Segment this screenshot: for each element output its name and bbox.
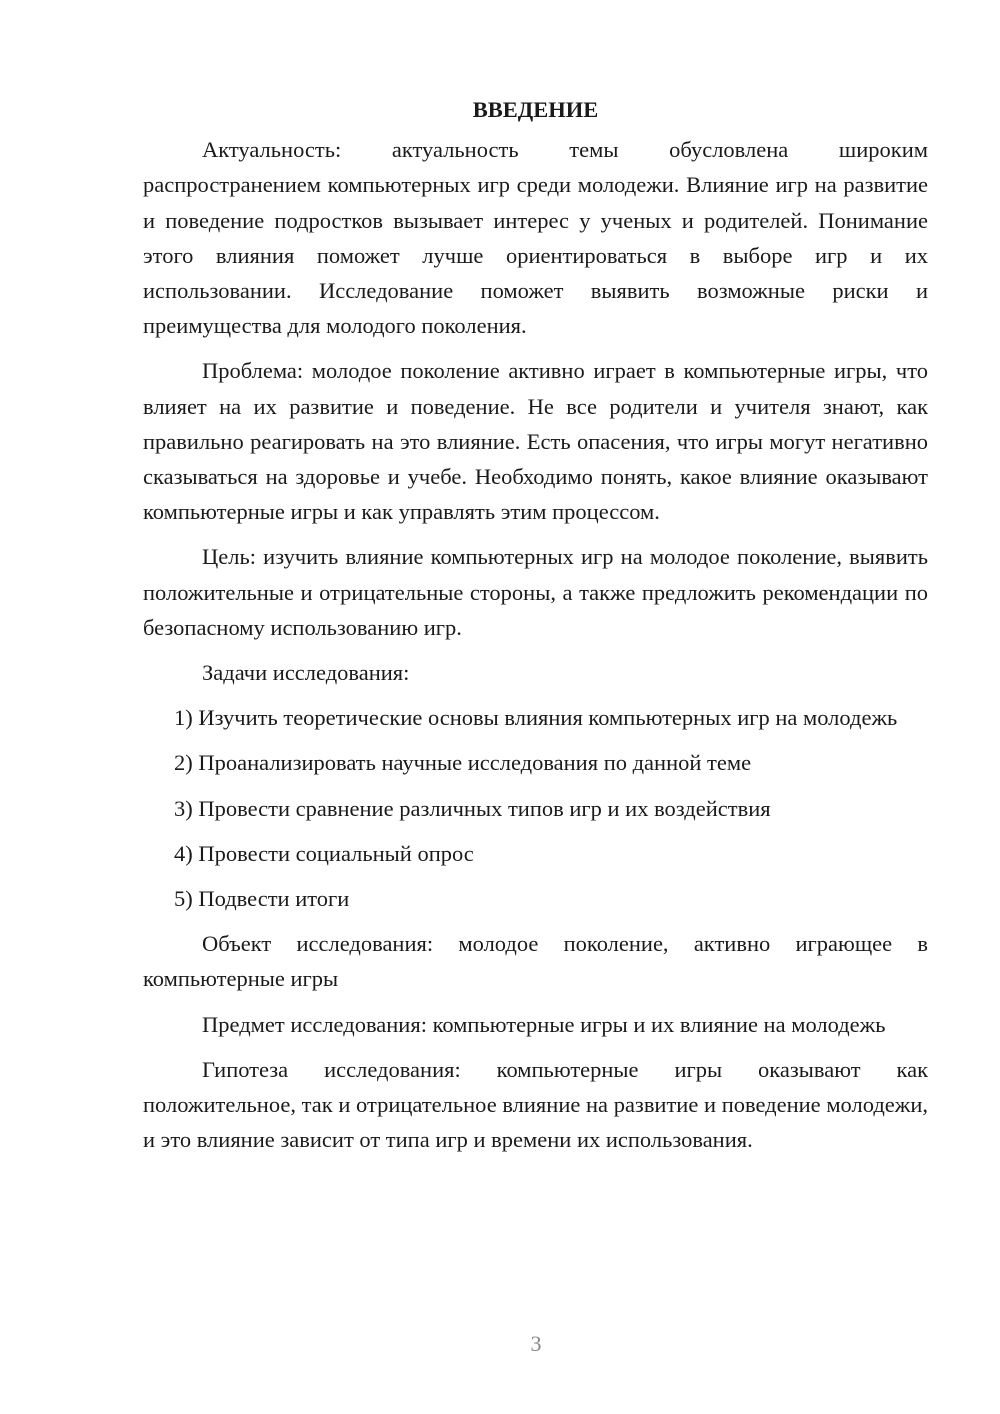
task-item-4: 4) Провести социальный опрос <box>174 840 474 866</box>
task-item-1: 1) Изучить теоретические основы влияния компьютерных игр на молодежь <box>174 705 898 731</box>
subject-paragraph: Предмет исследования: компьютерные игры и их влияние на молодежь <box>202 1011 886 1037</box>
goal-paragraph: Цель: изучить влияние компьютерных игр на молодое поколение, выявить положительные и отрицательные стороны, а также предложить рекомендации по безопасному использованию игр. <box>143 544 928 640</box>
object-paragraph: Объект исследования: молодое поколение, активно играющее в компьютерные игры <box>143 931 928 992</box>
page-content <box>143 92 928 1167</box>
task-item-3: 3) Провести сравнение различных типов игр и их воздействия <box>174 795 771 821</box>
tasks-heading: Задачи исследования: <box>202 660 410 686</box>
task-item-2: 2) Проанализировать научные исследования по данной теме <box>174 750 752 776</box>
problem-paragraph: Проблема: молодое поколение активно играет в компьютерные игры, что влияет на их развитие и поведение. Не все родители и учителя знают, как правильно реагировать на это влияние. Есть опасения, что игры могут негативно сказываться на здоровье и учебе. Необходимо понять, какое влияние оказывают компьютерные игры и как управлять этим процессом. <box>143 358 928 525</box>
hypothesis-paragraph: Гипотеза исследования: компьютерные игры оказывают как положительное, так и отрицательное влияние на развитие и поведение молодежи, и это влияние зависит от типа игр и времени их использования. <box>143 1056 928 1153</box>
page-title: ВВЕДЕНИЕ <box>472 97 599 122</box>
relevance-paragraph: Актуальность: актуальность темы обусловлена широким распространением компьютерных игр среди молодежи. Влияние игр на развитие и поведение подростков вызывает интерес у ученых и родителей. Понимание этого влияния поможет лучше ориентироваться в выборе игр и их использовании. Исследование поможет выявить возможные риски и преимущества для молодого поколения. <box>143 137 928 339</box>
page-number: 3 <box>530 1331 542 1356</box>
task-item-5: 5) Подвести итоги <box>174 886 350 912</box>
